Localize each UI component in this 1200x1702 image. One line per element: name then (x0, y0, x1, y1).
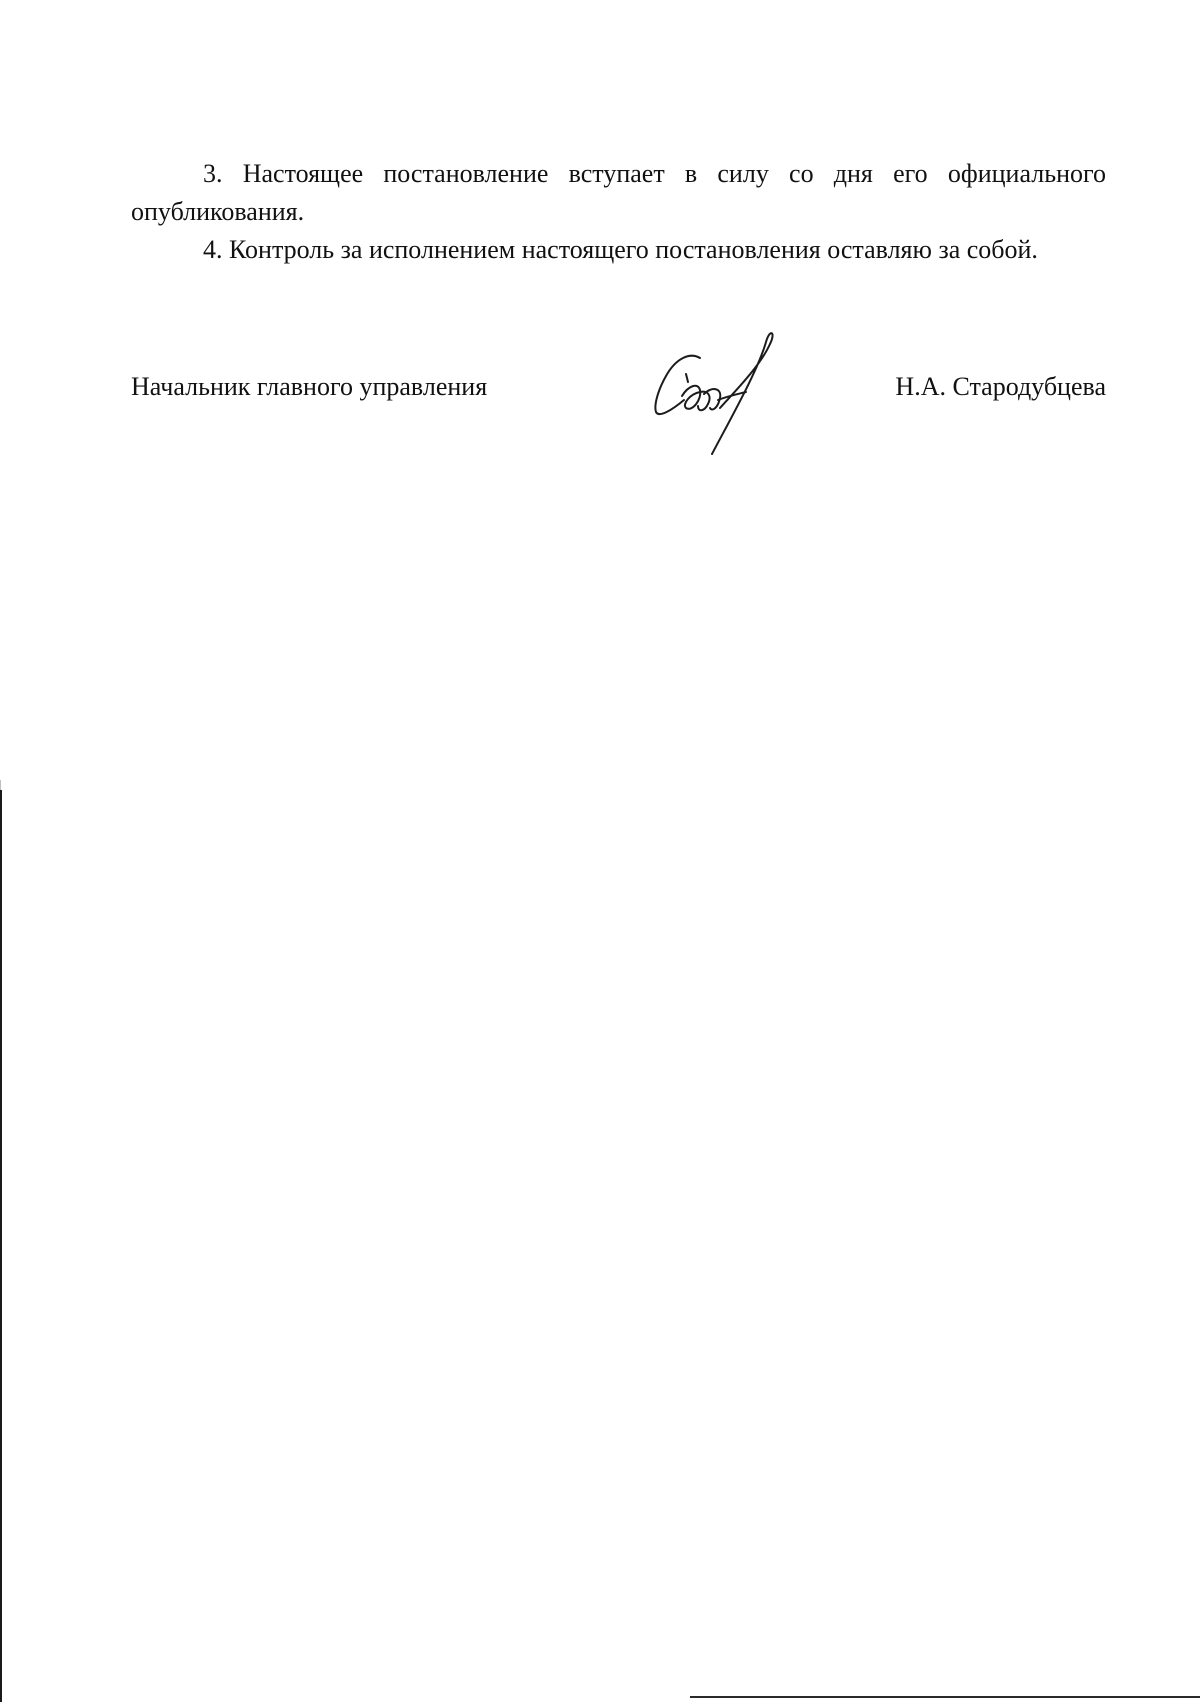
document-body (131, 155, 1106, 269)
paragraph-3: 3. Настоящее постановление вступает в силу со дня его официального опубликования. (131, 159, 1106, 226)
signatory-name: Н.А. Стародубцева (895, 372, 1106, 401)
paragraph-4: 4. Контроль за исполнением настоящего постановления оставляю за собой. (203, 235, 1038, 264)
signature-block (131, 330, 1106, 460)
signatory-position: Начальник главного управления (131, 372, 488, 401)
handwritten-signature-icon (642, 330, 792, 455)
scan-edge-left (0, 790, 2, 1702)
scan-edge-bottom (690, 1696, 1200, 1698)
